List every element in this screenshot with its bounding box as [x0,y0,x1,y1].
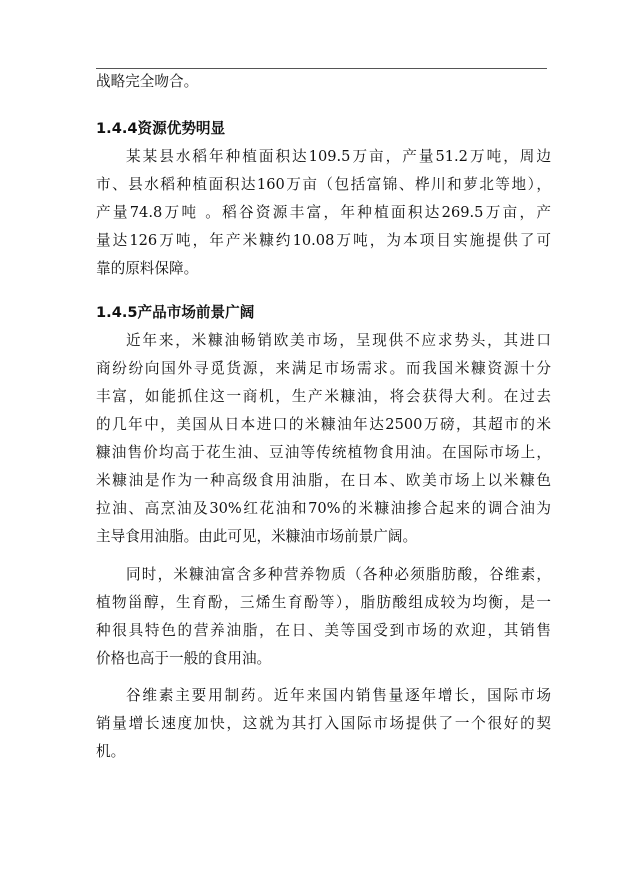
text-line: 销量增长速度加快，这就为其打入国际市场提供了一个很好的契 [96,715,551,732]
text-line: 产量74.8万吨 。稻谷资源丰富，年种植面积达269.5万亩，产 [96,204,551,221]
section-heading-resource-advantage: 1.4.4资源优势明显 [96,120,226,137]
text-line: 植物甾醇，生育酚，三烯生育酚等），脂肪酸组成较为均衡，是一 [96,594,551,611]
text-line: 商纷纷向国外寻觅货源，来满足市场需求。而我国米糠资源十分 [96,360,551,377]
section-heading-market-prospect: 1.4.5产品市场前景广阔 [96,304,255,321]
text-line: 量达126万吨，年产米糠约10.08万吨，为本项目实施提供了可 [96,232,551,249]
text-line: 种很具特色的营养油脂，在日、美等国受到市场的欢迎，其销售 [96,622,551,639]
text-line: 同时，米糠油富含多种营养物质（各种必须脂肪酸，谷维素， [126,566,551,583]
header-rule [96,68,547,69]
text-line: 丰富，如能抓住这一商机，生产米糠油，将会获得大利。在过去 [96,388,551,405]
text-line: 糠油售价均高于花生油、豆油等传统植物食用油。在国际市场上， [96,444,551,461]
text-line: 市、县水稻种植面积达160万亩（包括富锦、桦川和萝北等地）， [96,176,551,193]
paragraph-continuation: 战略完全吻合。 [96,73,199,90]
text-line: 的几年中，美国从日本进口的米糠油年达2500万磅，其超市的米 [96,416,551,433]
text-line: 某某县水稻年种植面积达109.5万亩，产量51.2万吨，周边 [126,148,551,165]
text-line: 谷维素主要用制药。近年来国内销售量逐年增长，国际市场 [126,687,551,704]
text-line: 机。 [96,743,126,760]
text-line: 价格也高于一般的食用油。 [96,650,272,667]
text-line: 拉油、高烹油及30%红花油和70%的米糠油掺合起来的调合油为 [96,500,551,517]
text-line: 近年来，米糠油畅销欧美市场，呈现供不应求势头，其进口 [126,332,551,349]
text-line: 米糠油是作为一种高级食用油脂，在日本、欧美市场上以米糠色 [96,472,551,489]
text-line: 主导食用油脂。由此可见，米糠油市场前景广阔。 [96,528,418,545]
text-line: 靠的原料保障。 [96,260,199,277]
